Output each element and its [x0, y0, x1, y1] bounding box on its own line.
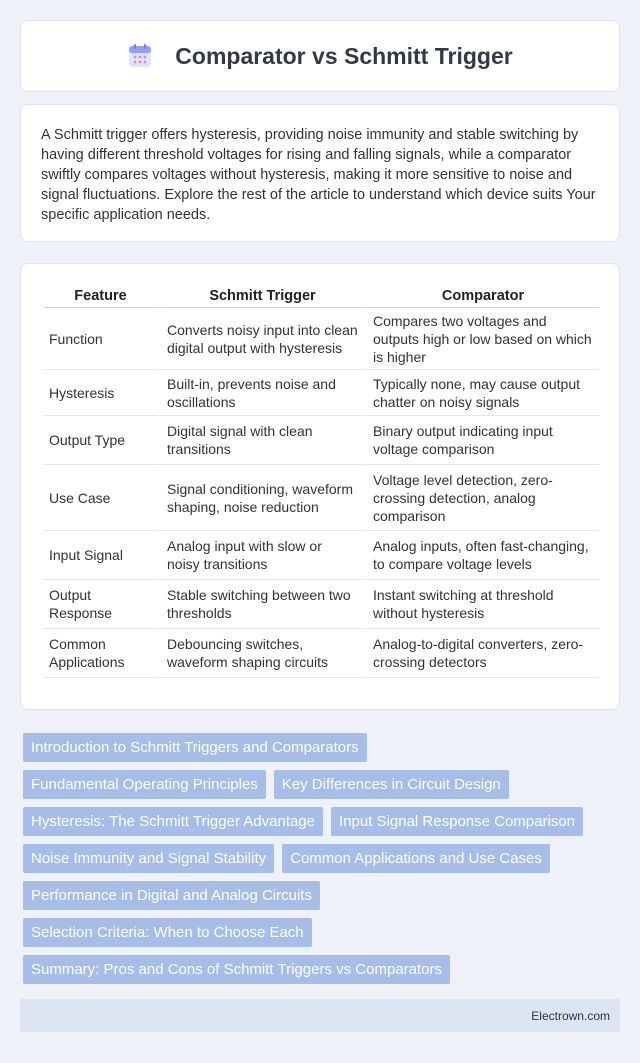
topic-link[interactable]: Summary: Pros and Cons of Schmitt Triggers vs Comparators — [23, 955, 450, 984]
table-cell: Output Response — [43, 580, 158, 629]
link-row — [23, 881, 623, 910]
topic-link[interactable]: Fundamental Operating Principles — [23, 770, 266, 799]
intro-card — [20, 104, 620, 242]
table-cell: Debouncing switches, waveform shaping circuits — [158, 629, 364, 678]
link-row — [23, 955, 623, 984]
table-cell: Function — [43, 308, 158, 370]
intro-text: A Schmitt trigger offers hysteresis, providing noise immunity and stable switching by having different threshold voltages for rising and falling signals, while a comparator swiftly compares voltages without hysteresis, making it more sensitive to noise and signal fluctuations. Explore the rest of the article to understand which device suits Your specific application needs. — [41, 127, 596, 223]
table-card — [20, 263, 620, 710]
link-row — [23, 844, 623, 873]
table-cell: Input Signal — [43, 531, 158, 580]
topic-link[interactable]: Noise Immunity and Signal Stability — [23, 844, 274, 873]
link-row — [23, 807, 623, 836]
table-row — [43, 580, 599, 629]
table-cell: Use Case — [43, 465, 158, 531]
table-header-row — [43, 284, 599, 308]
table-cell: Digital signal with clean transitions — [158, 416, 364, 465]
calendar-icon — [127, 43, 153, 69]
table-row — [43, 465, 599, 531]
topic-link[interactable]: Input Signal Response Comparison — [331, 807, 583, 836]
topic-link[interactable]: Common Applications and Use Cases — [282, 844, 550, 873]
table-row — [43, 370, 599, 416]
footer-site-name: Electrown.com — [531, 1008, 610, 1023]
topic-links — [23, 733, 623, 992]
table-cell: Compares two voltages and outputs high or low based on which is higher — [364, 308, 599, 370]
table-cell: Output Type — [43, 416, 158, 465]
table-cell: Voltage level detection, zero-crossing detection, analog comparison — [364, 465, 599, 531]
topic-link[interactable]: Selection Criteria: When to Choose Each — [23, 918, 312, 947]
table-header: Schmitt Trigger — [158, 284, 364, 308]
link-row — [23, 733, 623, 762]
table-cell: Typically none, may cause output chatter on noisy signals — [364, 370, 599, 416]
table-cell: Stable switching between two thresholds — [158, 580, 364, 629]
table-cell: Converts noisy input into clean digital output with hysteresis — [158, 308, 364, 370]
table-row — [43, 308, 599, 370]
table-row — [43, 531, 599, 580]
topic-link[interactable]: Introduction to Schmitt Triggers and Comparators — [23, 733, 367, 762]
topic-link[interactable]: Performance in Digital and Analog Circuits — [23, 881, 320, 910]
table-cell: Analog input with slow or noisy transitions — [158, 531, 364, 580]
comparison-table — [43, 284, 599, 678]
footer — [20, 999, 620, 1032]
table-header: Feature — [43, 284, 158, 308]
page-title: Comparator vs Schmitt Trigger — [175, 42, 513, 69]
table-cell: Analog inputs, often fast-changing, to compare voltage levels — [364, 531, 599, 580]
table-row — [43, 629, 599, 678]
table-cell: Analog-to-digital converters, zero-crossing detectors — [364, 629, 599, 678]
table-cell: Instant switching at threshold without hysteresis — [364, 580, 599, 629]
table-cell: Hysteresis — [43, 370, 158, 416]
table-cell: Built-in, prevents noise and oscillations — [158, 370, 364, 416]
table-row — [43, 416, 599, 465]
topic-link[interactable]: Key Differences in Circuit Design — [274, 770, 509, 799]
link-row — [23, 770, 623, 799]
table-cell: Common Applications — [43, 629, 158, 678]
title-card — [20, 20, 620, 92]
link-row — [23, 918, 623, 947]
table-header: Comparator — [364, 284, 599, 308]
table-cell: Signal conditioning, waveform shaping, noise reduction — [158, 465, 364, 531]
topic-link[interactable]: Hysteresis: The Schmitt Trigger Advantage — [23, 807, 323, 836]
table-cell: Binary output indicating input voltage comparison — [364, 416, 599, 465]
